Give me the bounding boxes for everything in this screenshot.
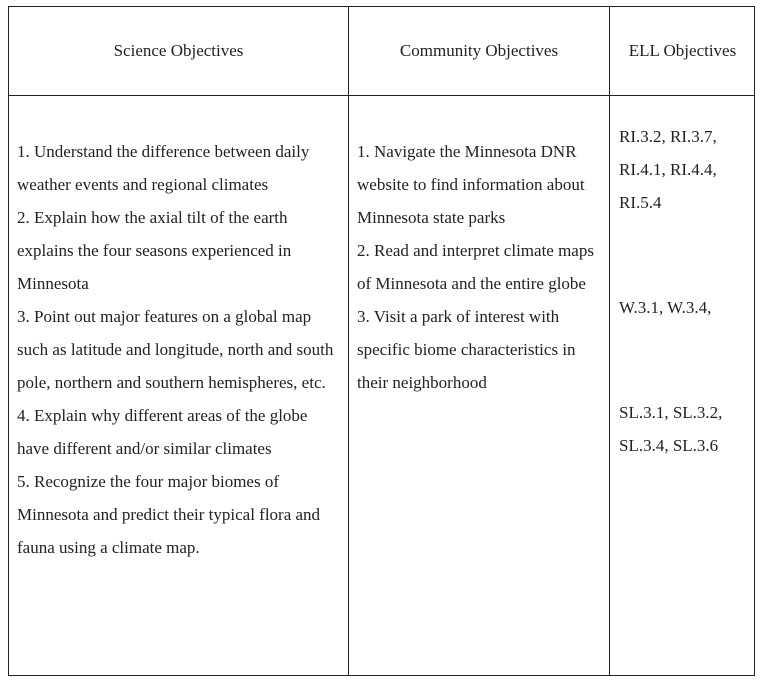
objectives-table — [8, 6, 755, 676]
ell-speaking-listening-standards: SL.3.1, SL.3.2, SL.3.4, SL.3.6 — [619, 403, 723, 455]
community-objective-3: 3. Visit a park of interest with specific biome characteristics in their neighborhood — [357, 307, 576, 392]
column-divider-1 — [348, 7, 349, 675]
header-science-objectives: Science Objectives — [113, 41, 244, 60]
header-community-objectives: Community Objectives — [399, 41, 559, 60]
science-objective-5: 5. Recognize the four major biomes of Minnesota and predict their typical flora and fauna using a climate map. — [17, 472, 321, 557]
community-objective-2: 2. Read and interpret climate maps of Minnesota and the entire globe — [357, 241, 594, 293]
community-objectives-cell — [357, 96, 603, 675]
science-objective-1: 1. Understand the difference between daily weather events and regional climates — [17, 142, 310, 194]
science-objective-2: 2. Explain how the axial tilt of the earth explains the four seasons experienced in Minnesota — [17, 208, 292, 293]
community-objective-1: 1. Navigate the Minnesota DNR website to find information about Minnesota state parks — [357, 142, 585, 227]
ell-reading-standards: RI.3.2, RI.3.7, RI.4.1, RI.4.4, RI.5.4 — [619, 127, 717, 212]
ell-objectives-cell — [610, 96, 755, 675]
science-objectives-cell — [17, 96, 343, 675]
ell-writing-standards: W.3.1, W.3.4, — [619, 298, 712, 317]
science-objective-4: 4. Explain why different areas of the globe have different and/or similar climates — [17, 406, 308, 458]
header-ell-objectives: ELL Objectives — [628, 41, 737, 60]
science-objective-3: 3. Point out major features on a global map such as latitude and longitude, north and south pole, northern and southern hemispheres, etc. — [17, 307, 334, 392]
